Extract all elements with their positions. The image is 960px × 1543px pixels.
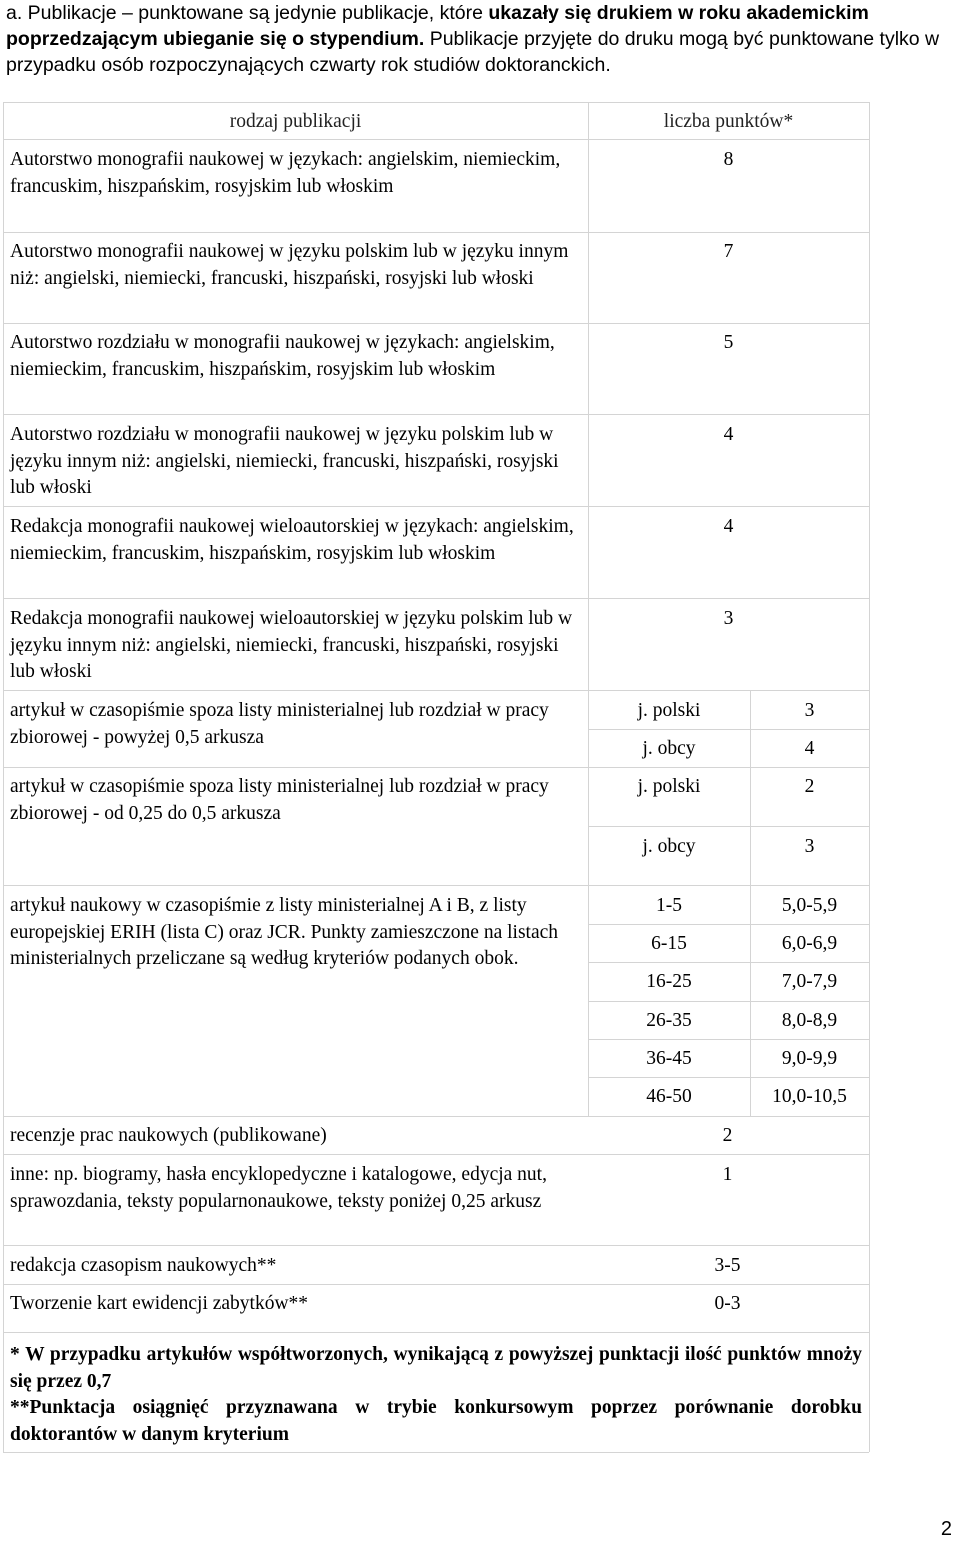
- footnote-1: * W przypadku artykułów współtworzonych, wynikającą z powyższej punktacji ilość punktów mnoży się przez 0,7: [10, 1344, 862, 1392]
- lang-label: j. polski: [637, 700, 701, 721]
- other-desc: redakcja czasopism naukowych**: [10, 1255, 277, 1276]
- page-number: 2: [940, 1518, 952, 1540]
- row-desc: Redakcja monografii naukowej wieloautorskiej w językach: angielskim, niemieckim, francuskim, hiszpańskim, rosyjskim lub włoskim: [10, 516, 574, 564]
- row-desc: Autorstwo monografii naukowej w językach: angielskim, niemieckim, francuskim, hiszpańskim, rosyjskim lub włoskim: [10, 149, 561, 197]
- lang-label: j. obcy: [642, 738, 696, 759]
- lang-points: 4: [804, 738, 815, 759]
- other-desc: recenzje prac naukowych (publikowane): [10, 1125, 327, 1146]
- intro-prefix: a. Publikacje – punktowane są jedynie publikacje, które: [6, 2, 489, 24]
- intro-paragraph: [6, 0, 951, 78]
- range-to: 6,0-6,9: [781, 933, 838, 954]
- intro-bold: ukazały się drukiem w roku akademickim poprzedzającym ubieganie się o stypendium.: [6, 2, 869, 50]
- range-to: 8,0-8,9: [781, 1010, 838, 1031]
- other-desc: inne: np. biogramy, hasła encyklopedyczne i katalogowe, edycja nut, sprawozdania, teksty popularnonaukowe, teksty poniżej 0,25 arkusz: [10, 1164, 547, 1212]
- range-from: 16-25: [646, 971, 692, 992]
- row-desc: Autorstwo rozdziału w monografii naukowej w języku polskim lub w języku innym niż: angielski, niemiecki, francuski, hiszpański, rosyjski lub włoski: [10, 424, 559, 498]
- range-from: 36-45: [646, 1048, 692, 1069]
- range-from: 1-5: [656, 895, 682, 916]
- range-to: 10,0-10,5: [772, 1086, 847, 1107]
- row-desc: Autorstwo monografii naukowej w języku polskim lub w języku innym niż: angielski, niemiecki, francuski, hiszpański, rosyjski lub włoski: [10, 241, 569, 289]
- range-to: 9,0-9,9: [781, 1048, 838, 1069]
- article-above-desc: artykuł w czasopiśmie spoza listy ministerialnej lub rozdział w pracy zbiorowej - powyżej 0,5 arkusza: [10, 700, 549, 748]
- row-points: 5: [723, 332, 734, 353]
- intro-suffix: Publikacje przyjęte do druku mogą być punktowane tylko w przypadku osób rozpoczynających czwarty rok studiów doktoranckich.: [6, 28, 940, 76]
- article-range-desc: artykuł w czasopiśmie spoza listy ministerialnej lub rozdział w pracy zbiorowej - od 0,25 do 0,5 arkusza: [10, 776, 549, 824]
- lang-label: j. polski: [637, 776, 701, 797]
- range-to: 7,0-7,9: [781, 971, 838, 992]
- footnote-2: **Punktacja osiągnięć przyznawana w trybie konkursowym poprzez porównanie dorobku doktorantów w danym kryterium: [10, 1397, 862, 1445]
- lang-points: 3: [804, 836, 815, 857]
- range-from: 46-50: [646, 1086, 692, 1107]
- row-points: 4: [723, 516, 734, 537]
- scientific-desc: artykuł naukowy w czasopiśmie z listy ministerialnej A i B, z listy europejskiej ERIH (lista C) oraz JCR. Punkty zamieszczone na listach ministerialnych przeliczane są według kryteriów podanych obok.: [10, 895, 559, 969]
- range-from: 26-35: [646, 1010, 692, 1031]
- other-points: 2: [722, 1125, 733, 1146]
- row-desc: Redakcja monografii naukowej wieloautorskiej w języku polskim lub w języku innym niż: angielski, niemiecki, francuski, hiszpański, rosyjski lub włoski: [10, 608, 573, 682]
- row-desc: Autorstwo rozdziału w monografii naukowej w językach: angielskim, niemieckim, francuskim, hiszpańskim, rosyjskim lub włoskim: [10, 332, 555, 380]
- other-points: 0-3: [714, 1293, 741, 1314]
- lang-points: 2: [804, 776, 815, 797]
- row-points: 3: [723, 608, 734, 629]
- other-points: 1: [722, 1164, 733, 1185]
- other-points: 3-5: [714, 1255, 741, 1276]
- lang-points: 3: [804, 700, 815, 721]
- lang-label: j. obcy: [642, 836, 696, 857]
- range-to: 5,0-5,9: [781, 895, 838, 916]
- header-points: liczba punktów*: [663, 111, 794, 132]
- range-from: 6-15: [651, 933, 687, 954]
- row-points: 8: [723, 149, 734, 170]
- row-points: 7: [723, 241, 734, 262]
- other-desc: Tworzenie kart ewidencji zabytków**: [10, 1293, 309, 1314]
- row-points: 4: [723, 424, 734, 445]
- header-type: rodzaj publikacji: [229, 111, 362, 132]
